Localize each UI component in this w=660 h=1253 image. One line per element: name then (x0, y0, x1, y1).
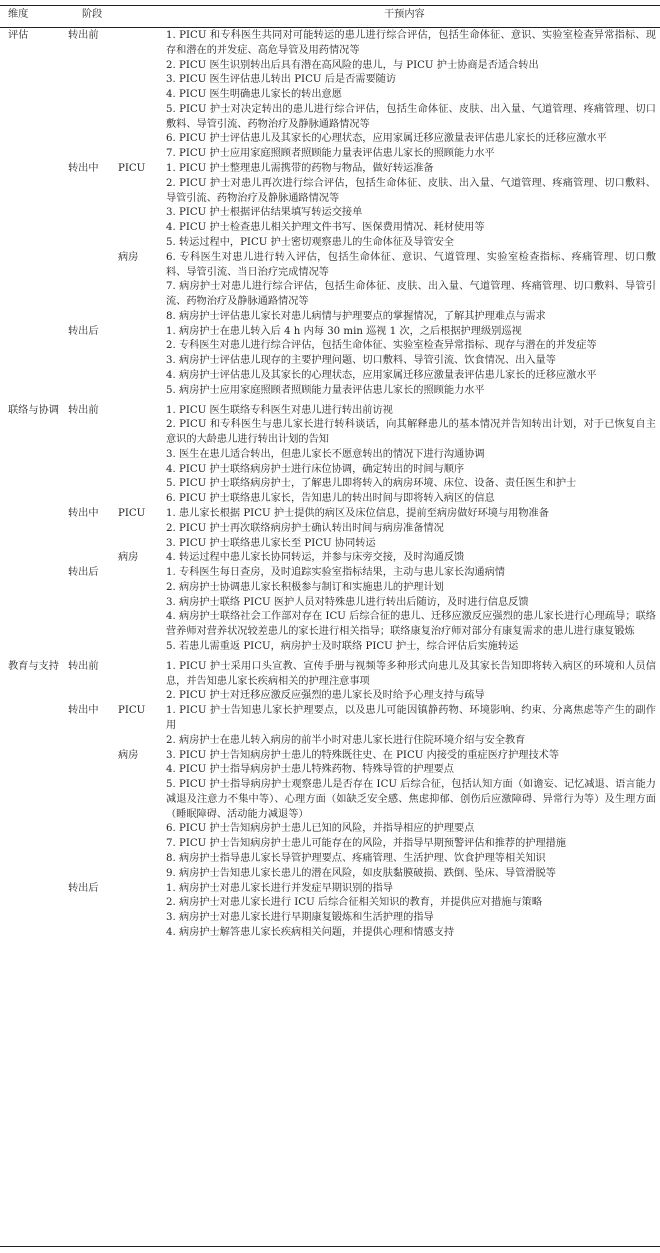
stage-cell (62, 369, 114, 384)
intervention-cell: 2. 病房护士协调患儿家长积极参与制订和实施患儿的护理计划 (166, 581, 444, 593)
dimension-cell (0, 132, 62, 147)
intervention-table (0, 29, 660, 941)
table-row (0, 236, 660, 251)
intervention-cell: 4. 转运过程中患儿家长协同转运，并参与床旁交接，及时沟通反馈 (166, 552, 465, 564)
stage-cell (62, 911, 114, 926)
table-row (0, 384, 660, 399)
intervention-cell: 7. PICU 护士告知病房护士患儿可能存在的风险，并指导早期预警评估和推荐的护理措施 (166, 838, 567, 850)
stage-cell (62, 581, 114, 596)
table-row (0, 882, 660, 897)
dimension-cell (0, 177, 62, 207)
table-row (0, 778, 660, 822)
intervention-cell: 8. 病房护士指导患儿家长导管护理要点、疼痛管理、生活护理、饮食护理等相关知识 (166, 852, 546, 864)
header-stage: 阶段 (82, 9, 103, 20)
header-content: 干预内容 (384, 9, 425, 20)
substage-cell (114, 837, 166, 852)
substage-cell (114, 103, 166, 133)
table-row (0, 325, 660, 340)
intervention-cell: 3. 病房护士对患儿家长进行早期康复锻炼和生活护理的指导 (166, 912, 434, 924)
stage-cell: 转出后 (68, 882, 99, 894)
dimension-cell (0, 822, 62, 837)
substage-cell (114, 660, 166, 690)
intervention-cell: 1. PICU 护士采用口头宣教、宣传手册与视频等多种形式向患儿及其家长告知即将转入病区的环境和人员信息，并告知患儿家长疾病相关的护理注意事项 (166, 660, 656, 687)
substage-cell (114, 882, 166, 897)
dimension-cell (0, 689, 62, 704)
table-row (0, 581, 660, 596)
stage-cell (62, 734, 114, 749)
table-row (0, 404, 660, 419)
stage-cell (62, 896, 114, 911)
stage-cell: 转出中 (68, 163, 99, 175)
substage-cell (114, 734, 166, 749)
intervention-cell: 6. PICU 护士联络患儿家长，告知患儿的转出时间与即将转入病区的信息 (166, 493, 495, 505)
table-row (0, 418, 660, 448)
substage-cell (114, 384, 166, 399)
stage-cell (62, 103, 114, 133)
intervention-cell: 9. 病房护士告知患儿家长患儿的潜在风险，如皮肤黏膜破损、跌倒、坠床、导管滑脱等 (166, 867, 556, 879)
table-row (0, 689, 660, 704)
stage-cell (62, 596, 114, 611)
intervention-cell: 2. PICU 护士再次联络病房护士确认转出时间与病房准备情况 (166, 522, 444, 534)
table-row (0, 59, 660, 74)
substage-cell (114, 59, 166, 74)
substage-cell (114, 763, 166, 778)
table-row (0, 837, 660, 852)
stage-cell (62, 88, 114, 103)
stage-cell (62, 837, 114, 852)
dimension-cell (0, 59, 62, 74)
intervention-cell: 7. 病房护士对患儿进行综合评估，包括生命体征、皮肤、出入量、气道管理、疼痛管理、切口敷料、导管引流、药物治疗及静脉通路情况等 (166, 281, 656, 308)
table-row (0, 147, 660, 162)
stage-cell (62, 384, 114, 399)
stage-cell (62, 537, 114, 552)
stage-cell: 转出中 (68, 705, 99, 717)
intervention-cell: 3. 病房护士联络 PICU 医护人员对特殊患儿进行转出后随访，及时进行信息反馈 (166, 596, 529, 608)
stage-cell (62, 339, 114, 354)
stage-cell (62, 610, 114, 640)
substage-cell: PICU (118, 508, 146, 519)
substage-cell (114, 404, 166, 419)
table-row (0, 354, 660, 369)
table-top-rule (0, 5, 660, 6)
intervention-cell: 4. PICU 护士检查患儿相关护理文件书写、医保费用情况、耗材使用等 (166, 222, 485, 234)
stage-cell (62, 132, 114, 147)
table-row (0, 522, 660, 537)
substage-cell: 病房 (118, 552, 139, 564)
table-row (0, 867, 660, 882)
table-row (0, 852, 660, 867)
stage-cell (62, 280, 114, 310)
substage-cell (114, 778, 166, 822)
stage-cell (62, 522, 114, 537)
dimension-cell (0, 251, 62, 281)
dimension-cell (0, 477, 62, 492)
substage-cell (114, 867, 166, 882)
intervention-cell: 6. PICU 护士评估患儿及其家长的心理状态，应用家属迁移应激量表评估患儿家长的迁移应激水平 (166, 133, 607, 145)
table-row (0, 162, 660, 177)
intervention-cell: 1. PICU 和专科医生共同对可能转运的患儿进行综合评估，包括生命体征、意识、实验室检查异常指标、现存和潜在的并发症、高危导管及用药情况等 (166, 30, 656, 56)
substage-cell (114, 369, 166, 384)
stage-cell (62, 221, 114, 236)
dimension-cell (0, 867, 62, 882)
table-row (0, 463, 660, 478)
stage-cell: 转出后 (68, 325, 99, 337)
stage-cell (62, 551, 114, 566)
substage-cell (114, 29, 166, 59)
substage-cell (114, 448, 166, 463)
intervention-cell: 3. 病房护士评估患儿现存的主要护理问题、切口敷料、导管引流、饮食情况、出入量等 (166, 355, 556, 367)
stage-cell (62, 822, 114, 837)
stage-cell (62, 236, 114, 251)
dimension-cell (0, 339, 62, 354)
substage-cell: PICU (118, 705, 146, 717)
substage-cell (114, 339, 166, 354)
table-row (0, 749, 660, 764)
substage-cell (114, 822, 166, 837)
substage-cell (114, 610, 166, 640)
substage-cell (114, 596, 166, 611)
intervention-cell: 5. PICU 护士对决定转出的患儿进行综合评估，包括生命体征、皮肤、出入量、气道管理、疼痛管理、切口敷料、导管引流、药物治疗及静脉通路情况等 (166, 103, 656, 130)
table-row (0, 610, 660, 640)
substage-cell (114, 206, 166, 221)
table-row (0, 763, 660, 778)
intervention-cell: 1. 患儿家长根据 PICU 护士提供的病区及床位信息，提前至病房做好环境与用物准备 (166, 508, 549, 519)
table-row (0, 596, 660, 611)
dimension-cell (0, 537, 62, 552)
dimension-cell (0, 911, 62, 926)
substage-cell: 病房 (118, 251, 139, 263)
stage-cell: 转出前 (68, 660, 99, 672)
dimension-cell (0, 492, 62, 507)
substage-cell (114, 911, 166, 926)
intervention-cell: 7. PICU 护士应用家庭照顾者照顾能力量表评估患儿家长的照顾能力水平 (166, 148, 495, 160)
substage-cell (114, 689, 166, 704)
dimension-cell (0, 566, 62, 581)
dimension-cell (0, 88, 62, 103)
intervention-cell: 5. PICU 护士指导病房护士观察患儿是否存在 ICU 后综合征，包括认知方面（如谵妄、记忆减退、语言能力减退及注意力不集中等）、心理方面（如缺乏安全感、焦虑抑郁、创伤后应激障碍、异常行为等）及生理方面（睡眠障碍、活动能力减退等） (166, 779, 656, 820)
dimension-cell: 教育与支持 (8, 660, 59, 672)
dimension-cell (0, 73, 62, 88)
substage-cell (114, 581, 166, 596)
substage-cell (114, 132, 166, 147)
stage-cell: 转出前 (68, 30, 99, 41)
header-dimension: 维度 (8, 9, 29, 20)
stage-cell (62, 778, 114, 822)
dimension-cell (0, 926, 62, 941)
dimension-cell (0, 852, 62, 867)
dimension-cell (0, 280, 62, 310)
table-bottom-rule (0, 1246, 660, 1247)
stage-cell (62, 177, 114, 207)
intervention-cell: 5. PICU 护士联络病房护士，了解患儿即将转入的病房环境、床位、设备、责任医生和护士 (166, 478, 577, 490)
dimension-cell (0, 522, 62, 537)
stage-cell: 转出中 (68, 508, 99, 519)
intervention-cell: 4. 病房护士解答患儿家长疾病相关问题，并提供心理和情感支持 (166, 926, 455, 938)
intervention-cell: 1. 病房护士对患儿家长进行并发症早期识别的指导 (166, 882, 393, 894)
substage-cell: PICU (118, 163, 146, 175)
table-row (0, 704, 660, 734)
intervention-cell: 1. PICU 护士整理患儿需携带的药物与物品，做好转运准备 (166, 163, 434, 175)
stage-cell (62, 763, 114, 778)
table-row (0, 29, 660, 59)
dimension-cell (0, 749, 62, 764)
dimension-cell (0, 763, 62, 778)
stage-cell: 转出后 (68, 567, 99, 579)
table-row (0, 280, 660, 310)
intervention-cell: 6. PICU 护士告知病房护士患儿已知的风险，并指导相应的护理要点 (166, 823, 475, 835)
stage-cell (62, 73, 114, 88)
table-row (0, 911, 660, 926)
dimension-cell (0, 103, 62, 133)
table-row (0, 551, 660, 566)
intervention-cell: 6. 专科医生对患儿进行转入评估，包括生命体征、意识、气道管理、实验室检查指标、疼痛管理、切口敷料、导管引流、当日治疗完成情况等 (166, 251, 656, 278)
intervention-cell: 4. 病房护士评估患儿及其家长的心理状态，应用家属迁移应激量表评估患儿家长的迁移应激水平 (166, 369, 597, 381)
stage-cell (62, 147, 114, 162)
intervention-cell: 2. 专科医生对患儿进行综合评估，包括生命体征、实验室检查异常指标、现存与潜在的并发症等 (166, 340, 597, 352)
stage-cell (62, 310, 114, 325)
substage-cell (114, 896, 166, 911)
substage-cell (114, 147, 166, 162)
substage-cell (114, 88, 166, 103)
stage-cell (62, 926, 114, 941)
stage-cell (62, 418, 114, 448)
dimension-cell (0, 236, 62, 251)
intervention-cell: 1. 专科医生每日查房，及时追踪实验室指标结果，主动与患儿家长沟通病情 (166, 567, 505, 579)
substage-cell (114, 310, 166, 325)
table-row (0, 492, 660, 507)
table-row (0, 477, 660, 492)
dimension-cell (0, 896, 62, 911)
dimension-cell (0, 310, 62, 325)
dimension-cell (0, 882, 62, 897)
dimension-cell (0, 596, 62, 611)
intervention-cell: 5. 若患儿需重返 PICU，病房护士及时联络 PICU 护士，综合评估后实施转运 (166, 641, 519, 653)
stage-cell (62, 463, 114, 478)
intervention-table-body (0, 29, 660, 941)
dimension-cell (0, 507, 62, 522)
table-row (0, 88, 660, 103)
intervention-cell: 2. 病房护士在患儿转入病房的前半小时对患儿家长进行住院环境介绍与安全教育 (166, 734, 526, 746)
intervention-cell: 8. 病房护士评估患儿家长对患儿病情与护理要点的掌握情况，了解其护理难点与需求 (166, 310, 546, 322)
substage-cell (114, 236, 166, 251)
intervention-cell: 4. PICU 护士指导病房护士患儿特殊药物、特殊导管的护理要点 (166, 764, 454, 776)
intervention-cell: 4. PICU 护士联络病房护士进行床位协调，确定转出的时间与顺序 (166, 463, 465, 475)
dimension-cell (0, 418, 62, 448)
intervention-cell: 3. PICU 护士告知病房护士患儿的特殊既往史、在 PICU 内接受的重症医疗护理技术等 (166, 749, 560, 761)
table-row (0, 206, 660, 221)
table-row (0, 822, 660, 837)
dimension-cell (0, 221, 62, 236)
substage-cell (114, 463, 166, 478)
dimension-cell (0, 704, 62, 734)
table-row (0, 896, 660, 911)
table-row (0, 103, 660, 133)
intervention-cell: 1. PICU 护士告知患儿家长护理要点，以及患儿可能因镇静药物、环境影响、约束、分离焦虑等产生的副作用 (166, 705, 656, 731)
table-row (0, 369, 660, 384)
substage-cell (114, 354, 166, 369)
intervention-cell: 4. PICU 医生明确患儿家长的转出意愿 (166, 89, 342, 101)
dimension-cell: 评估 (8, 30, 29, 41)
dimension-cell (0, 384, 62, 399)
substage-cell: 病房 (118, 749, 139, 761)
stage-cell (62, 477, 114, 492)
substage-cell (114, 522, 166, 537)
dimension-cell (0, 640, 62, 655)
dimension-cell (0, 778, 62, 822)
intervention-cell: 2. 病房护士对患儿家长进行 ICU 后综合征相关知识的教育，并提供应对措施与策略 (166, 897, 543, 909)
dimension-cell (0, 610, 62, 640)
substage-cell (114, 73, 166, 88)
dimension-cell (0, 551, 62, 566)
intervention-cell: 3. PICU 护士根据评估结果填写转运交接单 (166, 207, 363, 219)
table-row (0, 132, 660, 147)
stage-cell (62, 867, 114, 882)
intervention-cell: 1. PICU 医生联络专科医生对患儿进行转出前访视 (166, 404, 393, 416)
stage-cell (62, 206, 114, 221)
table-row (0, 310, 660, 325)
table-row (0, 221, 660, 236)
intervention-cell: 3. 医生在患儿适合转出，但患儿家长不愿意转出的情况下进行沟通协调 (166, 448, 485, 460)
stage-cell (62, 492, 114, 507)
stage-cell (62, 852, 114, 867)
table-row (0, 73, 660, 88)
substage-cell (114, 852, 166, 867)
table-header-rule (0, 27, 660, 28)
stage-cell (62, 251, 114, 281)
stage-cell (62, 689, 114, 704)
stage-cell (62, 59, 114, 74)
substage-cell (114, 537, 166, 552)
table-row (0, 177, 660, 207)
dimension-cell (0, 581, 62, 596)
dimension-cell (0, 354, 62, 369)
intervention-cell: 2. PICU 医生识别转出后具有潜在高风险的患儿，与 PICU 护士协商是否适合转出 (166, 59, 539, 71)
intervention-cell: 2. PICU 护士对迁移应激反应强烈的患儿家长及时给予心理支持与疏导 (166, 690, 485, 702)
dimension-cell (0, 325, 62, 340)
dimension-cell (0, 206, 62, 221)
intervention-cell: 2. PICU 护士对患儿再次进行综合评估，包括生命体征、皮肤、出入量、气道管理、疼痛管理、切口敷料、导管引流、药物治疗及静脉通路情况等 (166, 177, 656, 204)
substage-cell (114, 325, 166, 340)
table-row (0, 537, 660, 552)
substage-cell (114, 221, 166, 236)
table-row (0, 660, 660, 690)
intervention-cell: 3. PICU 医生评估患儿转出 PICU 后是否需要随访 (166, 74, 397, 86)
table-row (0, 640, 660, 655)
substage-cell (114, 477, 166, 492)
intervention-cell: 2. PICU 和专科医生与患儿家长进行转科谈话，向其解释患儿的基本情况并告知转出计划，对于已恢复自主意识的大龄患儿进行转出计划的告知 (166, 419, 656, 446)
stage-cell (62, 749, 114, 764)
intervention-cell: 5. 病房护士应用家庭照顾者照顾能力量表评估患儿家长的照顾能力水平 (166, 384, 485, 396)
substage-cell (114, 926, 166, 941)
dimension-cell (0, 837, 62, 852)
dimension-cell (0, 369, 62, 384)
intervention-cell: 4. 病房护士联络社会工作部对存在 ICU 后综合征的患儿、迁移应激反应强烈的患儿家长进行心理疏导；联络营养师对营养状况较差患儿的家长进行相关指导；联络康复治疗师对部分有康复需求的患儿进行康复锻炼 (166, 611, 656, 638)
substage-cell (114, 280, 166, 310)
intervention-cell: 1. 病房护士在患儿转入后 4 h 内每 30 min 巡视 1 次，之后根据护理级别巡视 (166, 325, 522, 337)
stage-cell (62, 354, 114, 369)
table-row (0, 734, 660, 749)
substage-cell (114, 492, 166, 507)
stage-cell: 转出前 (68, 404, 99, 416)
stage-cell (62, 448, 114, 463)
dimension-cell (0, 734, 62, 749)
table-row (0, 448, 660, 463)
substage-cell (114, 177, 166, 207)
table-row (0, 507, 660, 522)
table-row (0, 926, 660, 941)
dimension-cell (0, 463, 62, 478)
dimension-cell (0, 162, 62, 177)
substage-cell (114, 418, 166, 448)
dimension-cell (0, 147, 62, 162)
substage-cell (114, 640, 166, 655)
substage-cell (114, 566, 166, 581)
intervention-cell: 5. 转运过程中，PICU 护士密切观察患儿的生命体征及导管安全 (166, 236, 454, 248)
table-row (0, 339, 660, 354)
dimension-cell (0, 448, 62, 463)
table-header (0, 8, 660, 26)
table-row (0, 251, 660, 281)
intervention-cell: 3. PICU 护士联络患儿家长至 PICU 协同转运 (166, 537, 376, 549)
stage-cell (62, 640, 114, 655)
table-row (0, 566, 660, 581)
dimension-cell: 联络与协调 (8, 404, 59, 416)
